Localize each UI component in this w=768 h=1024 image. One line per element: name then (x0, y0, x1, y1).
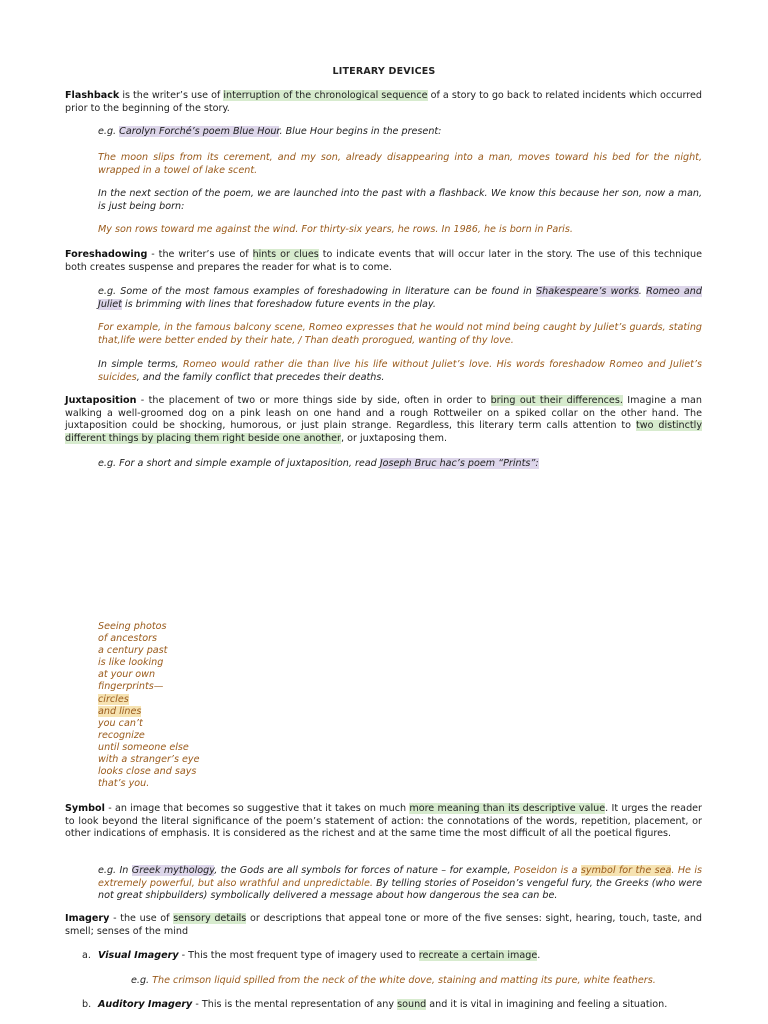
imagery-item-auditory: b. Auditory Imagery - This is the mental representation of any sound and it is vital in imagining and feeling a situation. (82, 999, 668, 1010)
flashback-example: e.g. Carolyn Forché’s poem Blue Hour. Blue Hour begins in the present: (98, 126, 442, 137)
highlight: Joseph Bruc hac’s poem “Prints”: (379, 458, 539, 469)
juxtaposition-term: Juxtaposition (65, 395, 137, 406)
list-marker: a. (82, 950, 91, 961)
foreshadowing-definition: Foreshadowing - the writer’s use of hints or clues to indicate events that will occur later in the story. The use of this technique both creates suspense and prepares the reader for what is to come. (65, 249, 702, 273)
juxtaposition-definition: Juxtaposition - the placement of two or more things side by side, often in order to bring out their differences. Imagine a man walking a well-groomed dog on a pink leash on one hand and a rough Rottweiler on a spiked collar on the other hand. The juxtaposition could be shocking, humorous, or just plain strange. Regardless, this literary term calls attention to two distinctly different things by placing them right beside one another, or juxtaposing them. (65, 395, 703, 444)
highlight: two distinctly different things by placing them right beside one another (65, 420, 702, 444)
highlight: Romeo and Juliet (98, 286, 702, 310)
symbol-term: Symbol (65, 803, 105, 814)
poem-line: at your own (98, 669, 156, 681)
highlight: Greek mythology (131, 865, 215, 876)
poem-line: you can’t (98, 717, 143, 729)
poem-line: Seeing photos (98, 621, 167, 632)
foreshadowing-term: Foreshadowing (65, 249, 148, 260)
poem-line: that’s you. (98, 778, 150, 790)
poem-line: until someone else (98, 741, 189, 753)
imagery-definition: Imagery - the use of sensory details or descriptions that appeal tone or more of the five senses: sight, hearing, touch, taste, and smell; senses of the mind (65, 913, 703, 937)
highlight: Carolyn Forché’s poem Blue Hour (119, 126, 280, 137)
poem-line: fingerprints— (98, 681, 164, 693)
flashback-note: In the next section of the poem, we are launched into the past with a flashback. We know this because her son, now a man, is just being born: (98, 188, 702, 212)
imagery-item-visual: a. Visual Imagery - This the most frequent type of imagery used to recreate a certain image. (82, 950, 541, 961)
foreshadowing-example-1: e.g. Some of the most famous examples of foreshadowing in literature can be found in Shakespeare’s works. Romeo and Juliet is brimming with lines that foreshadow future events in the play. (98, 286, 702, 310)
flashback-term: Flashback (65, 90, 120, 101)
poem-line: looks close and says (98, 766, 197, 778)
poem-line: with a stranger’s eye (98, 754, 200, 766)
highlight: hints or clues (252, 249, 319, 260)
poem-line: circles (98, 693, 129, 705)
symbol-definition: Symbol - an image that becomes so suggestive that it takes on much more meaning than its descriptive value. It urges the reader to look beyond the literal significance of the poem’s statement of action: the connotations of the words, repetition, placement, or other indications of emphasis. It is considered as the richest and at the same time the most difficult of all the poetical figures. (65, 803, 703, 839)
highlight: sound (397, 999, 427, 1010)
foreshadowing-quote: For example, in the famous balcony scene, Romeo expresses that he would not mind being caught by Juliet’s guards, stating that,life were better ended by their hate, / Than death prorogued, wanting of thy love. (98, 322, 702, 346)
poem-line: and lines (98, 705, 142, 717)
flashback-quote-1: The moon slips from its cerement, and my son, already disappearing into a man, moves toward his bed for the night, wrapped in a towel of lake scent. (98, 152, 702, 176)
highlight: interruption of the chronological sequence (223, 90, 428, 101)
imagery-term: Imagery (65, 913, 110, 924)
flashback-quote-2: My son rows toward me against the wind. For thirty-six years, he rows. In 1986, he is born in Paris. (98, 224, 573, 235)
highlight: recreate a certain image (418, 950, 538, 961)
symbol-example: e.g. In Greek mythology, the Gods are all symbols for forces of nature – for example, Poseidon is a symbol for the sea. He is extremely powerful, but also wrathful and unpredictable. By telling stories of Poseidon’s vengeful fury, the Greeks (who were not great shipbuilders) symbolically delivered a message about how dangerous the sea can be. (98, 865, 703, 901)
highlight: symbol for the sea (580, 865, 672, 876)
list-marker: b. (82, 999, 92, 1010)
poem-prints (98, 621, 200, 790)
visual-imagery-example: e.g. The crimson liquid spilled from the neck of the white dove, staining and matting its pure, white feathers. (131, 975, 656, 986)
highlight: sensory details (173, 913, 247, 924)
poem-line: recognize (98, 729, 145, 741)
juxtaposition-example: e.g. For a short and simple example of juxtaposition, read Joseph Bruc hac’s poem “Prints”: (98, 458, 539, 469)
highlight: bring out their differences. (490, 395, 623, 406)
highlight: Shakespeare’s works (536, 286, 639, 297)
foreshadowing-example-2: In simple terms, Romeo would rather die than live his life without Juliet’s love. His words foreshadow Romeo and Juliet’s suicides, and the family conflict that precedes their deaths. (98, 359, 702, 383)
page-title: LITERARY DEVICES (332, 66, 436, 77)
poem-line: a century past (98, 645, 168, 657)
poem-line: of ancestors (98, 633, 158, 645)
flashback-definition: Flashback is the writer’s use of interruption of the chronological sequence of a story to go back to related incidents which occurred prior to the beginning of the story. (65, 90, 702, 114)
highlight: more meaning than its descriptive value (409, 803, 606, 814)
poem-line: is like looking (98, 657, 164, 669)
